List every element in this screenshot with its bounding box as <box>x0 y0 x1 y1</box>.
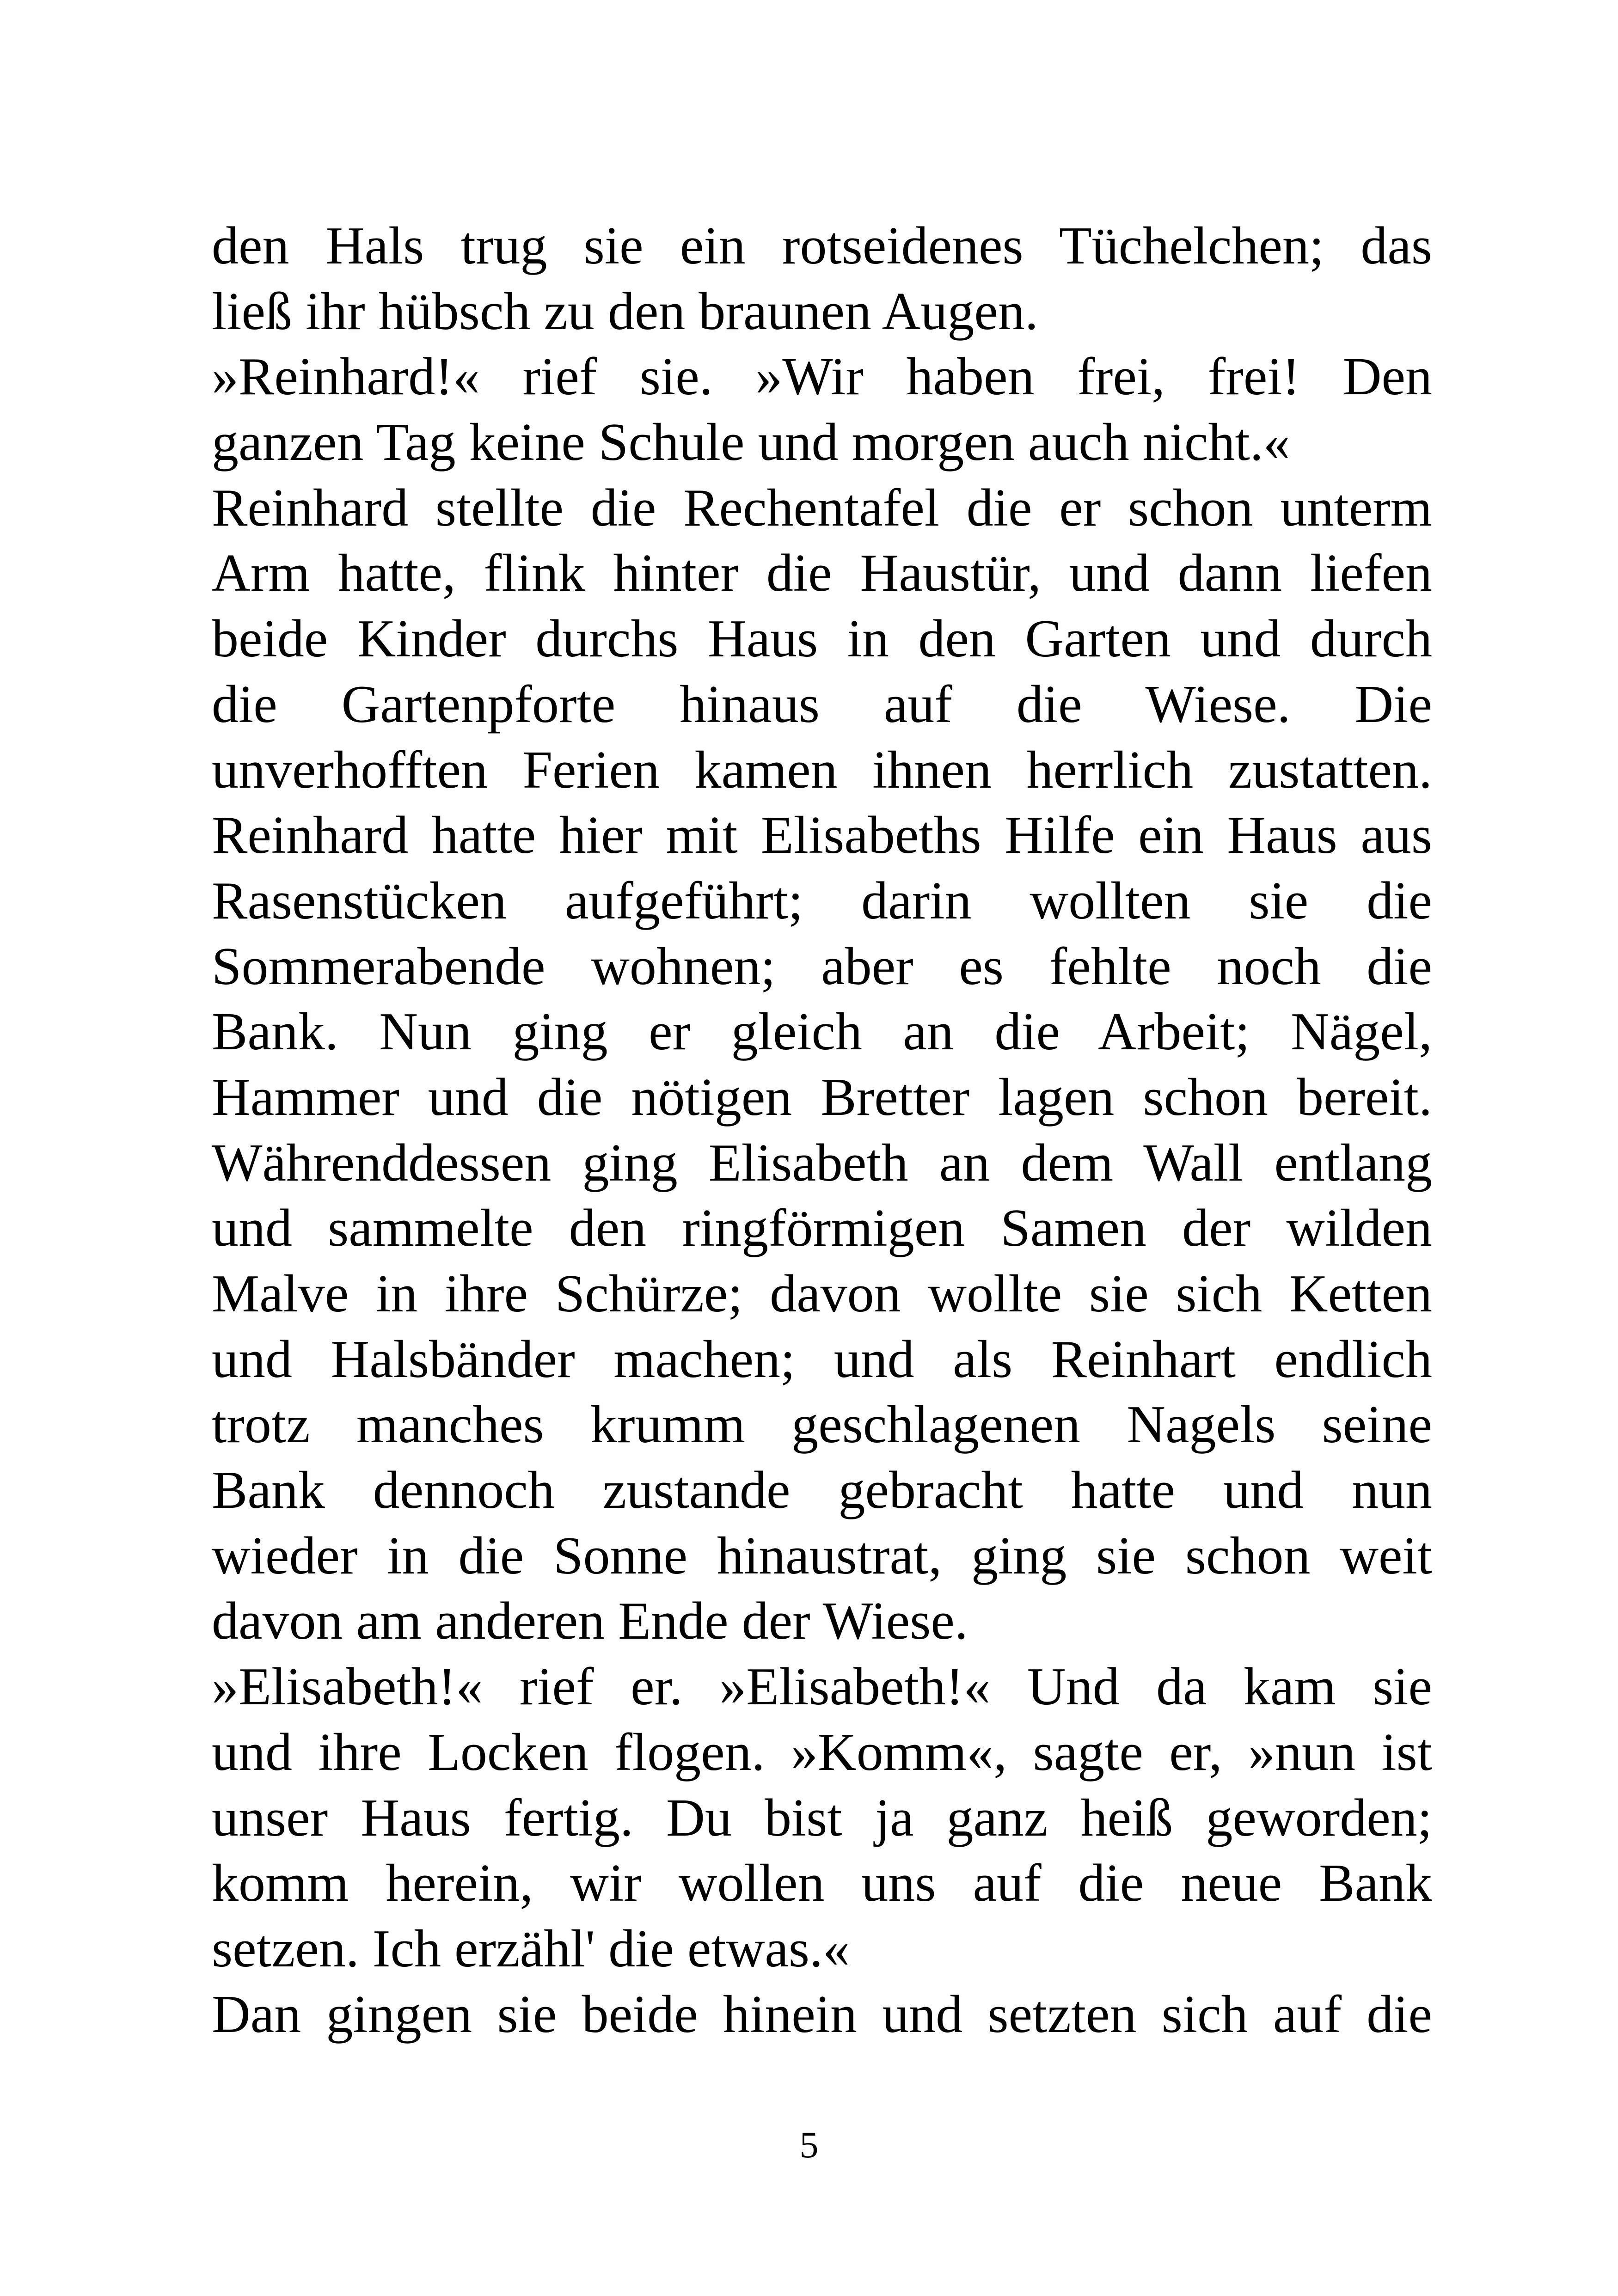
text-line: Dan gingen sie beide hinein und setzten sich auf die <box>212 1984 1432 2044</box>
text-line: die Gartenpforte hinaus auf die Wiese. Die <box>212 674 1432 734</box>
page-number: 5 <box>799 2124 819 2166</box>
text-line: unser Haus fertig. Du bist ja ganz heiß geworden; <box>212 1788 1432 1848</box>
text-line: Sommerabende wohnen; aber es fehlte noch die <box>212 937 1432 996</box>
text-line: Malve in ihre Schürze; davon wollte sie sich Ketten <box>212 1264 1432 1323</box>
text-line: Reinhard stellte die Rechentafel die er schon unterm <box>212 478 1432 538</box>
text-line: Hammer und die nötigen Bretter lagen schon bereit. <box>212 1067 1432 1127</box>
text-line: beide Kinder durchs Haus in den Garten und durch <box>212 609 1432 669</box>
text-line: Reinhard hatte hier mit Elisabeths Hilfe ein Haus aus <box>212 806 1432 865</box>
text-line: komm herein, wir wollen uns auf die neue Bank <box>212 1854 1432 1913</box>
text-line: setzen. Ich erzähl' die etwas.« <box>212 1919 850 1978</box>
text-line: »Elisabeth!« rief er. »Elisabeth!« Und da kam sie <box>212 1657 1432 1717</box>
text-line: Bank. Nun ging er gleich an die Arbeit; Nägel, <box>212 1002 1432 1062</box>
text-line: und sammelte den ringförmigen Samen der wilden <box>212 1199 1432 1258</box>
text-line: Rasenstücken aufgeführt; darin wollten sie die <box>212 871 1432 931</box>
text-line: und Halsbänder machen; und als Reinhart endlich <box>212 1329 1432 1389</box>
text-line: ließ ihr hübsch zu den braunen Augen. <box>212 282 1038 341</box>
text-line: wieder in die Sonne hinaustrat, ging sie schon weit <box>212 1526 1432 1586</box>
body-text <box>212 214 1432 2047</box>
text-line: und ihre Locken flogen. »Komm«, sagte er, »nun ist <box>212 1722 1432 1782</box>
text-line: ganzen Tag keine Schule und morgen auch nicht.« <box>212 413 1290 472</box>
text-line: Bank dennoch zustande gebracht hatte und nun <box>212 1461 1432 1520</box>
text-line: Währenddessen ging Elisabeth an dem Wall entlang <box>212 1133 1432 1193</box>
text-line: trotz manches krumm geschlagenen Nagels seine <box>212 1395 1432 1455</box>
text-line: davon am anderen Ende der Wiese. <box>212 1592 968 1651</box>
text-line: »Reinhard!« rief sie. »Wir haben frei, frei! Den <box>212 347 1432 407</box>
text-line: Arm hatte, flink hinter die Haustür, und dann liefen <box>212 544 1432 603</box>
text-line: unverhofften Ferien kamen ihnen herrlich zustatten. <box>212 740 1432 800</box>
text-line: den Hals trug sie ein rotseidenes Tüchelchen; das <box>212 216 1432 276</box>
